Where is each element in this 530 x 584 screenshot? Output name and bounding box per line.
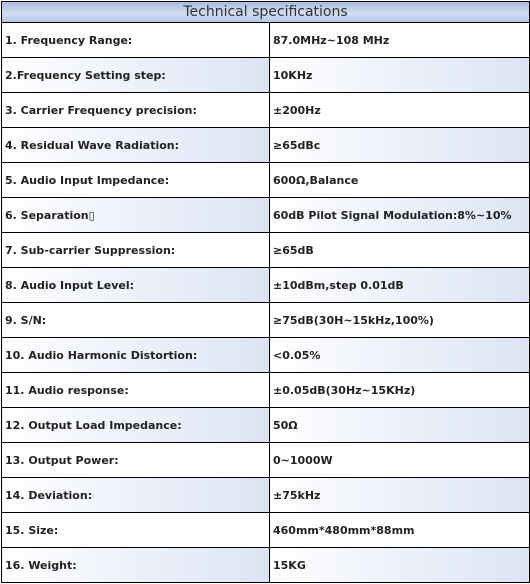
table-row — [2, 58, 530, 93]
table-row — [2, 513, 530, 548]
table-row — [2, 198, 530, 233]
value-cell: 10KHz — [270, 58, 530, 93]
table-row — [2, 408, 530, 443]
param-cell: 6. Separation▯ — [2, 198, 270, 233]
param-cell: 11. Audio response: — [2, 373, 270, 408]
value-cell: 0~1000W — [270, 443, 530, 478]
table-row — [2, 443, 530, 478]
table-row — [2, 373, 530, 408]
param-cell: 1. Frequency Range: — [2, 23, 270, 58]
param-cell: 16. Weight: — [2, 548, 270, 583]
param-cell: 8. Audio Input Level: — [2, 268, 270, 303]
value-cell: 87.0MHz~108 MHz — [270, 23, 530, 58]
param-cell: 15. Size: — [2, 513, 270, 548]
table-row — [2, 233, 530, 268]
table-title-row — [2, 2, 530, 23]
value-cell: 460mm*480mm*88mm — [270, 513, 530, 548]
spec-body — [2, 23, 530, 583]
table-row — [2, 93, 530, 128]
value-cell: ±0.05dB(30Hz~15KHz) — [270, 373, 530, 408]
param-cell: 12. Output Load Impedance: — [2, 408, 270, 443]
value-cell: ≥65dBc — [270, 128, 530, 163]
value-cell: <0.05% — [270, 338, 530, 373]
value-cell: 15KG — [270, 548, 530, 583]
param-cell: 10. Audio Harmonic Distortion: — [2, 338, 270, 373]
table-row — [2, 303, 530, 338]
table-row — [2, 128, 530, 163]
table-row — [2, 163, 530, 198]
param-cell: 3. Carrier Frequency precision: — [2, 93, 270, 128]
value-cell: ±10dBm,step 0.01dB — [270, 268, 530, 303]
spec-table — [1, 1, 530, 583]
table-title: Technical specifications — [2, 2, 530, 23]
table-row — [2, 478, 530, 513]
table-row — [2, 23, 530, 58]
param-cell: 2.Frequency Setting step: — [2, 58, 270, 93]
param-cell: 5. Audio Input Impedance: — [2, 163, 270, 198]
param-cell: 4. Residual Wave Radiation: — [2, 128, 270, 163]
param-cell: 9. S/N: — [2, 303, 270, 338]
table-row — [2, 548, 530, 583]
param-cell: 13. Output Power: — [2, 443, 270, 478]
value-cell: 50Ω — [270, 408, 530, 443]
value-cell: ≥75dB(30H~15kHz,100%) — [270, 303, 530, 338]
value-cell: ±75kHz — [270, 478, 530, 513]
param-cell: 7. Sub-carrier Suppression: — [2, 233, 270, 268]
table-row — [2, 338, 530, 373]
value-cell: 60dB Pilot Signal Modulation:8%~10% — [270, 198, 530, 233]
value-cell: ≥65dB — [270, 233, 530, 268]
param-cell: 14. Deviation: — [2, 478, 270, 513]
value-cell: 600Ω,Balance — [270, 163, 530, 198]
value-cell: ±200Hz — [270, 93, 530, 128]
table-row — [2, 268, 530, 303]
